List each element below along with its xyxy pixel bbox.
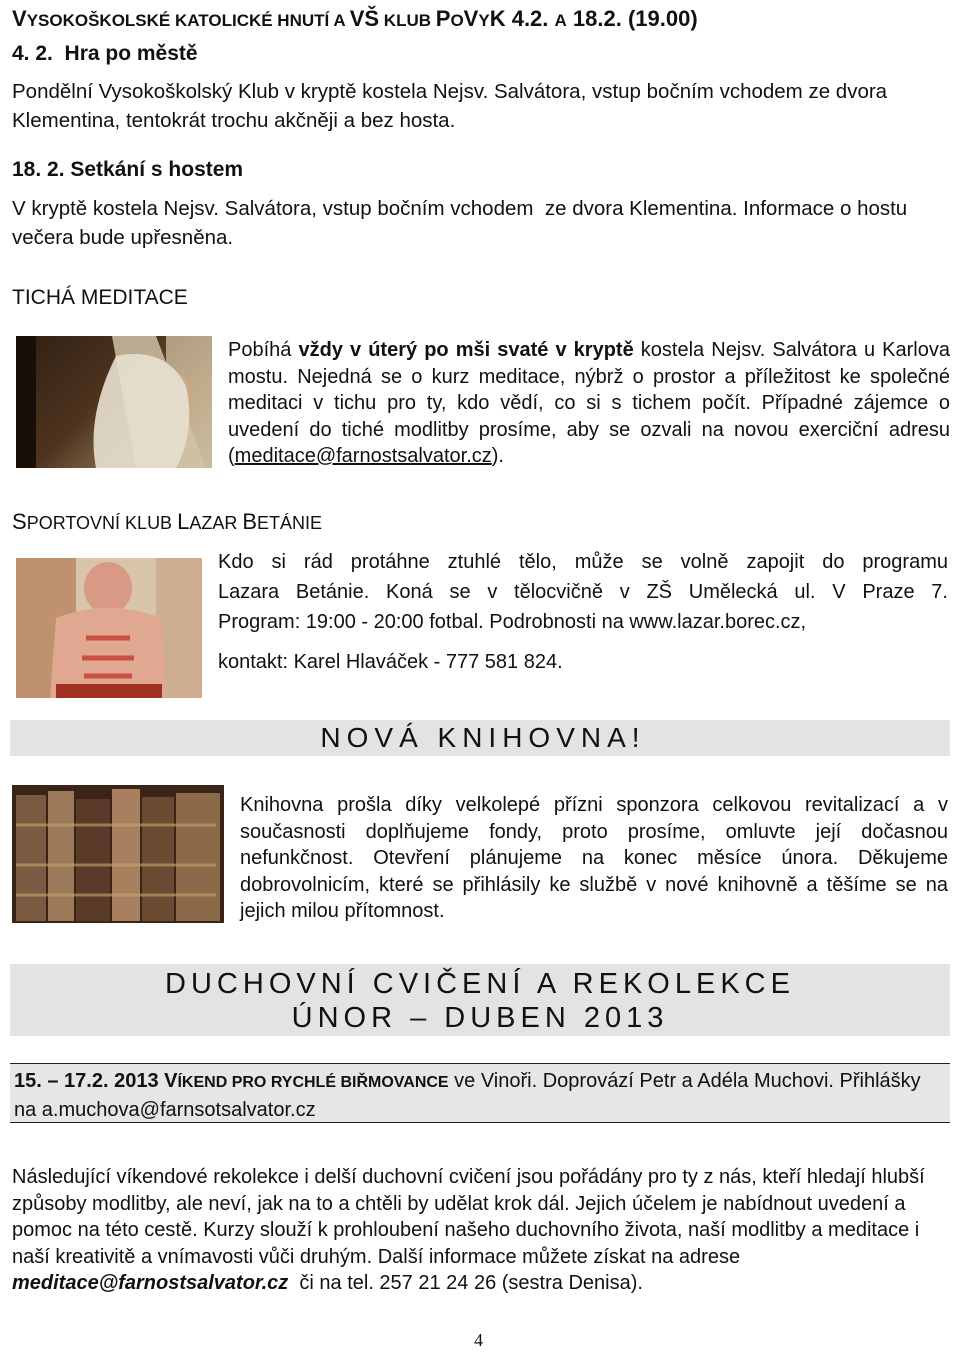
event1-heading: 4. 2. Hra po městě: [12, 42, 198, 65]
wrestler-photo: [16, 558, 202, 698]
title-part: 4.2.: [505, 6, 555, 31]
sport-line: Program: 19:00 - 20:00 fotbal. Podrobnosti na www.lazar.borec.cz,: [218, 611, 807, 633]
event2-text: V kryptě kostela Nejsv. Salvátora, vstup bočním vchodem ze dvora Klementina. Informace o hostu večera bude upřesněna.: [12, 197, 919, 249]
cviceni-banner: [10, 964, 950, 1036]
meditace-heading: TICHÁ MEDITACE: [12, 286, 188, 309]
monk-photo: [16, 336, 212, 468]
sport-line: kontakt: Karel Hlaváček - 777 581 824.: [218, 651, 563, 673]
sport-line: Lazara Betánie. Koná se v tělocvičně v ZŠ Umělecká ul. V Praze 7.: [218, 581, 948, 603]
sport-heading-part: AZAR: [189, 513, 243, 533]
old-books-photo: [12, 785, 224, 923]
sport-heading-part: PORTOVNÍ KLUB: [26, 513, 178, 533]
sport-heading-part: S: [12, 509, 27, 534]
title-part: A: [554, 11, 567, 30]
sport-heading: [12, 509, 322, 535]
title-part: V: [12, 6, 27, 31]
books-icon: [12, 785, 224, 923]
cviceni-paragraph: [12, 1164, 948, 1297]
meditace-text-pre: Pobíhá: [228, 339, 299, 361]
title-part: 18.2. (19.00): [566, 6, 698, 31]
cviceni-email[interactable]: meditace@farnostsalvator.cz: [12, 1272, 289, 1294]
wrestler-icon: [16, 558, 202, 698]
title-part: P: [435, 6, 451, 31]
meditace-text-post: kostela Nejsv. Salvátora u Karlova mostu. Nejedná se o kurz meditace, nýbrž o prostor a příležitost ke společné meditaci v tichu pro ty, kdo vědí, co si s tichem počít. Případné zájemce o uvedení do tiché modlitby prosíme, aby se ozvali na novou exerciční adresu (: [228, 339, 950, 467]
sport-heading-part: B: [242, 509, 258, 534]
sport-heading-part: L: [177, 509, 190, 534]
title-part: VŠ: [349, 6, 380, 31]
title-part: O: [450, 11, 464, 30]
page-title: [12, 6, 698, 32]
event2-heading: 18. 2. Setkání s hostem: [12, 158, 244, 181]
sport-heading-part: ETÁNIE: [257, 513, 323, 533]
page-number: 4: [474, 1330, 483, 1350]
cviceni-banner-line2: ÚNOR – DUBEN 2013: [291, 1002, 669, 1034]
knihovna-text: Knihovna prošla díky velkolepé přízni sponzora celkovou revitalizací a v současnosti doplňujeme fondy, proto prosíme, omluvte její dočasnou nefunkčnost. Otevření plánujeme na konec měsíce února. Děkujeme dobrovolnicím, které se přihlásily ke službě v nové knihovně a těšíme se na jejich milou přítomnost.: [240, 794, 948, 922]
meditace-text: [228, 337, 950, 470]
knihovna-banner: [10, 720, 950, 756]
cviceni-banner-line1: DUCHOVNÍ CVIČENÍ A REKOLEKCE: [165, 968, 795, 1000]
cviceni-para-post: či na tel. 257 21 24 26 (sestra Denisa).: [288, 1272, 643, 1294]
birmovanci-text: [10, 1064, 950, 1123]
knihovna-banner-text: NOVÁ KNIHOVNA!: [320, 722, 646, 753]
title-part: YSOKOŠKOLSKÉ KATOLICKÉ HNUTÍ A: [26, 11, 350, 30]
birmovanci-box: [10, 1063, 950, 1123]
event1-text: Pondělní Vysokoškolský Klub v kryptě kostela Nejsv. Salvátora, vstup bočním vchodem ze dvora Klementina, tentokrát trochu akčněji a bez hosta.: [12, 80, 888, 132]
birmovanci-rest: ve Vinoři. Doprovází Petr a Adéla Muchovi. Přihlášky na a.muchova@farnsotsalvator.cz: [14, 1070, 921, 1121]
monk-icon: [16, 336, 212, 468]
title-part: K: [489, 6, 506, 31]
sport-line: Kdo si rád protáhne ztuhlé tělo, může se volně zapojit do programu: [218, 551, 948, 573]
meditace-text-end: ).: [491, 445, 504, 467]
meditace-text-bold: vždy v úterý po mši svaté v kryptě: [298, 339, 634, 361]
cviceni-para-pre: Následující víkendové rekolekce i delší duchovní cvičení jsou pořádány pro ty z nás, kteří hledají hlubší způsoby modlitby, ale neví, jak na to a chtěli by udělat krok dál. Jejich účelem je nabídnout uvedení a pomoc na této cestě. Kurzy slouží k prohloubení našeho duchovního života, naší modlitby a meditace i naší kreativitě a vnímavosti vůči druhým. Další informace můžete získat na adrese: [12, 1166, 925, 1268]
title-part: Y: [478, 11, 490, 30]
meditace-email-link[interactable]: meditace@farnostsalvator.cz: [234, 445, 492, 467]
title-part: V: [463, 6, 479, 31]
birmovanci-caps: ÍKEND PRO RYCHLÉ BIŘMOVANCE: [177, 1074, 449, 1091]
birmovanci-date: 15. – 17.2. 2013 V: [14, 1070, 178, 1092]
title-part: KLUB: [379, 11, 436, 30]
